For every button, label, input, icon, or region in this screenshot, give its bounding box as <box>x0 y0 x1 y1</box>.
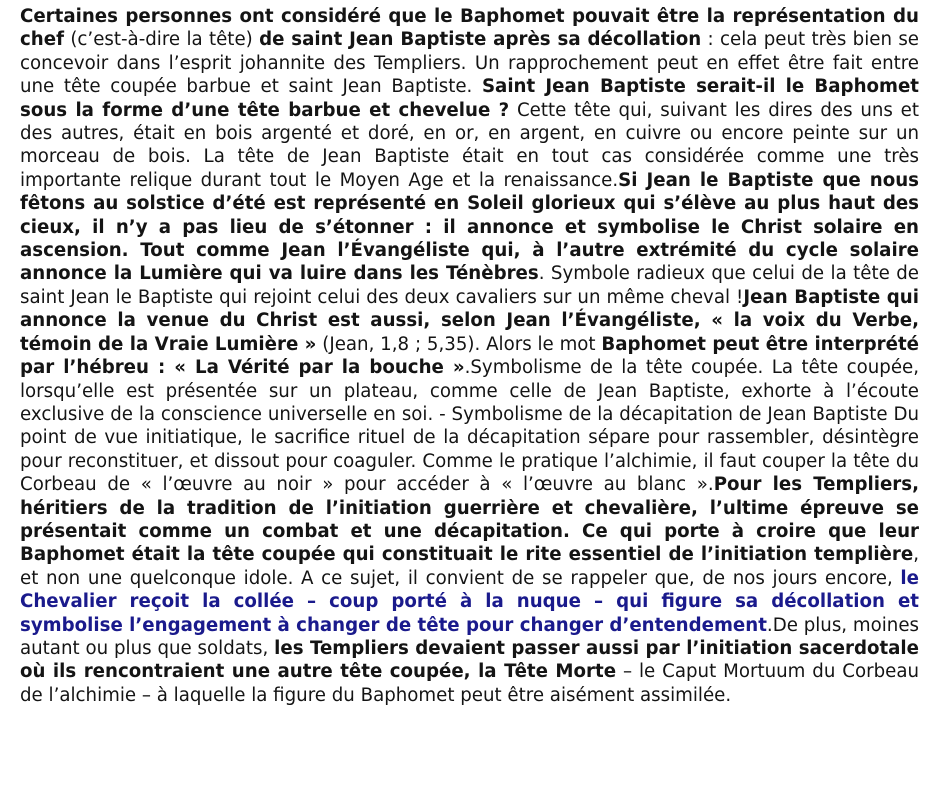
body-text: (c’est-à-dire la tête) <box>63 29 260 51</box>
body-text: .De plus, moines autant ou plus que soldats, <box>20 614 919 659</box>
emphasis-text: de saint Jean Baptiste après sa décollation <box>259 29 702 51</box>
body-text: Cette tête qui, suivant les dires des uns et des autres, était en bois argenté et doré, en or, en argent, en cuivre ou encore peinte sur un morceau de bois. La tête de Jean Baptiste était en tout cas considérée comme une très importante relique durant tout le Moyen Age et la renaissance. <box>20 99 919 191</box>
body-text: .Symbolisme de la tête coupée. La tête coupée, lorsqu’elle est présentée sur un plateau, comme celle de Jean Baptiste, exhorte à l’écoute exclusive de la conscience universelle en soi. - Symbolisme de la décapitation de Jean Baptiste Du point de vue initiatique, le sacrifice rituel de la décapitation sépare pour rassembler, désintègre pour reconstituer, et dissout pour coaguler. Comme le pratique l’alchimie, il faut couper la tête du Corbeau de « l’œuvre au noir » pour accéder à « l’œuvre au blanc ». <box>20 357 919 496</box>
emphasis-text: les Templiers devaient passer aussi par l’initiation sacerdotale où ils rencontraient une autre tête coupée, la Tête Morte <box>20 637 919 683</box>
body-text: . Symbole radieux que celui de la tête de saint Jean le Baptiste qui rejoint celui des deux cavaliers sur un même cheval ! <box>20 263 919 308</box>
highlighted-text: le Chevalier reçoit la collée – coup porté à la nuque – qui figure sa décollation et symbolise l’engagement à changer de tête pour changer d’entendement <box>20 567 919 636</box>
emphasis-text: Saint Jean Baptiste serait-il le Baphomet sous la forme d’une tête barbue et chevelue ? <box>20 76 919 121</box>
body-text: – le Caput Mortuum du Corbeau de l’alchimie – à laquelle la figure du Baphomet peut être aisément assimilée. <box>20 661 919 706</box>
body-text: , et non une quelconque idole. A ce sujet, il convient de se rappeler que, de nos jours encore, <box>20 544 919 589</box>
emphasis-text: Certaines personnes ont considéré que le Baphomet pouvait être la représentation du chef <box>20 6 919 51</box>
body-text: : cela peut très bien se concevoir dans l’esprit johannite des Templiers. Un rapprochement peut en effet être fait entre une tête coupée barbue et saint Jean Baptiste. <box>20 29 919 98</box>
article-paragraph <box>20 5 919 707</box>
body-text: (Jean, 1,8 ; 5,35). Alors le mot <box>316 333 602 355</box>
emphasis-text: Jean Baptiste qui annonce la venue du Christ est aussi, selon Jean l’Évangéliste, « la voix du Verbe, témoin de la Vraie Lumière » <box>20 286 919 355</box>
emphasis-text: Baphomet peut être interprété par l’hébreu : « La Vérité par la bouche » <box>20 333 919 379</box>
emphasis-text: Si Jean le Baptiste que nous fêtons au solstice d’été est représenté en Soleil glorieux qui s’élève au plus haut des cieux, il n’y a pas lieu de s’étonner : il annonce et symbolise le Christ solaire en ascension. Tout comme Jean l’Évangéliste qui, à l’autre extrémité du cycle solaire annonce la Lumière qui va luire dans les Ténèbres <box>20 169 919 285</box>
emphasis-text: Pour les Templiers, héritiers de la tradition de l’initiation guerrière et chevalière, l’ultime épreuve se présentait comme un combat et une décapitation. Ce qui porte à croire que leur Baphomet était la tête coupée qui constituait le rite essentiel de l’initiation templière <box>20 474 919 566</box>
